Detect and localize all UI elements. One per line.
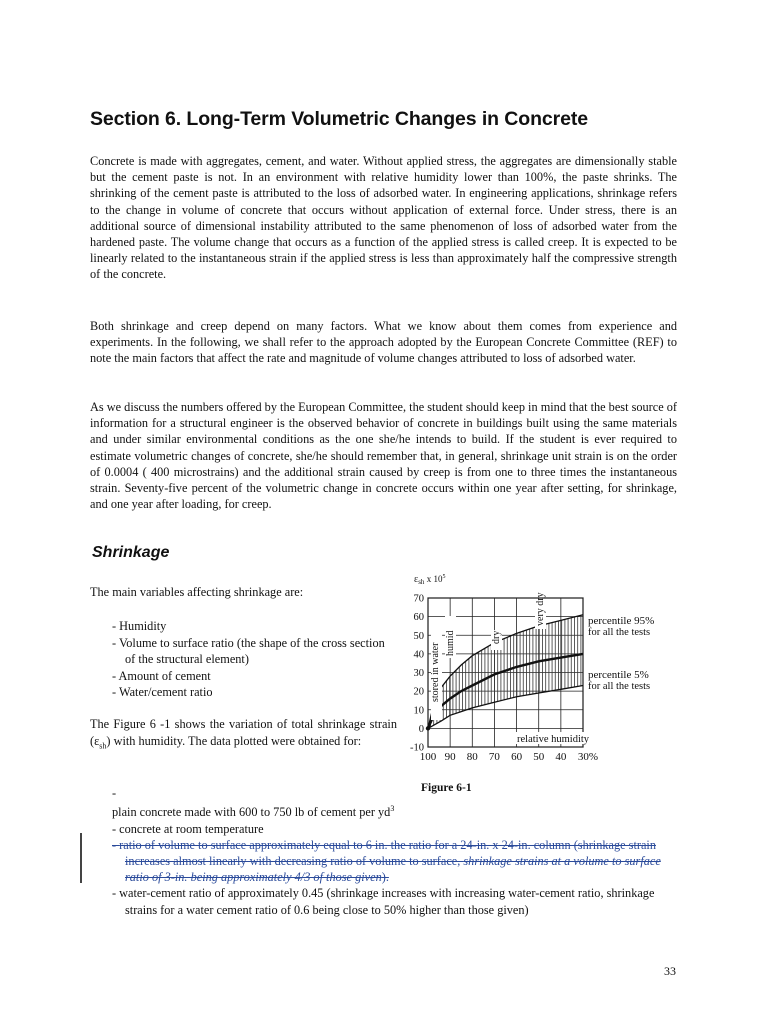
x-tick-label: 90 xyxy=(444,751,456,763)
y-axis-label: $\varepsilon_{sh}$ x $10^5$ xyxy=(414,574,446,586)
figure-caption: Figure 6-1 xyxy=(421,782,472,794)
y-tick-label: 40 xyxy=(413,649,424,661)
strain-subscript: sh xyxy=(99,741,107,751)
paragraph-intro: Concrete is made with aggregates, cement, and water. Without applied stress, the aggregates are dimensionally stable but the cement paste is not. In an environment with relative humidity lower than 100%, the paste shrinks. The shrinking of the cement paste is attributed to the loss of adsorbed water. In engineering applications, shrinkage refers to the change in volume of concrete that occurs without application of external force. Under stress, there is an additional source of dimensional instability attributed to the same phenomenon of loss of adsorbed water from the hardened paste. The volume change that occurs as a function of the applied stress is called creep. It is expected to be linearly related to the instantaneous strain if the applied stress is less than approximately half the compressive strength of the concrete. xyxy=(90,154,677,282)
x-tick-label: 50 xyxy=(533,751,545,763)
region-label: stored in water xyxy=(430,642,441,702)
region-label: very dry xyxy=(535,592,546,626)
x-tick-label: 40 xyxy=(555,751,567,763)
y-tick-label: 60 xyxy=(413,612,424,624)
strain-symbol: ε xyxy=(94,733,100,748)
list-item: - concrete at room temperature xyxy=(112,821,678,837)
region-label: humid xyxy=(445,630,456,656)
conditions-list xyxy=(112,785,678,918)
list-item: - Volume to surface ratio (the shape of the cross section of the structural element) xyxy=(112,635,397,668)
struck-text-end: ). xyxy=(381,870,389,885)
y-tick-label: 0 xyxy=(418,723,424,735)
variables-intro: The main variables affecting shrinkage are: xyxy=(90,585,304,599)
percentile-label: for all the tests xyxy=(588,681,651,692)
x-tick-label: 80 xyxy=(466,751,478,763)
percentile-label: for all the tests xyxy=(588,627,651,638)
x-tick-label: 60 xyxy=(511,751,523,763)
shrinkage-heading: Shrinkage xyxy=(92,544,170,561)
region-label: dry xyxy=(491,630,502,644)
paragraph-estimates: As we discuss the numbers offered by the European Committee, the student should keep in mind that the best source of information for a structural engineer is the observed behavior of concrete in buildings built using the same materials and under similar environmental conditions as the one she/he intends to build. If the student is ever required to estimate volumetric changes of concrete, she/he should remember that, in general, shrinkage unit strain is on the order of 0.0004 ( 400 microstrains) and the additional strain caused by creep is from one to three times the instantaneous strain. Seventy-five percent of the volumetric change in concrete occurs within one year after setting, for shrinkage, and one year after loading, for creep. xyxy=(90,400,677,512)
paragraph-factors: Both shrinkage and creep depend on many factors. What we know about them comes from experience and experiments. In the following, we shall refer to the approach adopted by the European Concrete Committee (REF) to note the main factors that affect the rate and magnitude of volume changes attributed to loss of adsorbed water. xyxy=(90,319,677,366)
superscript: 3 xyxy=(390,804,395,814)
x-tick-label: 100 xyxy=(419,751,437,763)
page-number: 33 xyxy=(664,964,676,978)
y-tick-label: 70 xyxy=(413,593,424,605)
list-item xyxy=(112,837,678,886)
x-axis-label: relative humidity xyxy=(517,734,590,745)
variables-list xyxy=(112,618,397,701)
condition-text: plain concrete made with 600 to 750 lb of cement per yd xyxy=(112,805,391,820)
struck-text-italic: shrinkage strains at a volume to surface ratio of 3-in. being approximately 4/3 of those given xyxy=(125,853,661,885)
y-tick-label: 30 xyxy=(413,668,424,679)
list-item: - Humidity xyxy=(112,618,397,635)
figure-text-after: ) with humidity. The data plotted were obtained for: xyxy=(106,733,362,748)
list-item: - water-cement ratio of approximately 0.45 (shrinkage increases with increasing water-cement ratio, shrinkage strains for a water cement ratio of 0.6 being close to 50% higher than those given) xyxy=(112,885,678,917)
page-title: Section 6. Long-Term Volumetric Changes in Concrete xyxy=(90,108,589,130)
shrinkage-chart xyxy=(398,572,673,772)
y-tick-label: -10 xyxy=(410,742,424,754)
percentile-label: percentile 5% xyxy=(588,669,649,681)
revision-bar xyxy=(80,833,82,883)
list-item: - Water/cement ratio xyxy=(112,684,397,701)
y-tick-label: 50 xyxy=(413,630,424,642)
list-item xyxy=(112,785,678,821)
figure-reference-paragraph xyxy=(90,716,397,755)
series-point xyxy=(427,727,429,729)
x-tick-label: 30% xyxy=(577,751,599,763)
struck-text: ratio of volume to surface approximately equal to 6 in. the ratio for a 24-in. x 24-in. column (shrinkage strain increases almost linearly with decreasing ratio of volume to surface, xyxy=(119,837,656,868)
percentile-label: percentile 95% xyxy=(588,615,655,627)
figure-text-before: The Figure 6 -1 shows the variation of total shrinkage strain ( xyxy=(90,717,397,748)
list-item: - Amount of cement xyxy=(112,668,397,685)
x-tick-label: 70 xyxy=(488,751,500,763)
y-tick-label: 20 xyxy=(413,686,424,698)
y-tick-label: 10 xyxy=(413,705,424,717)
